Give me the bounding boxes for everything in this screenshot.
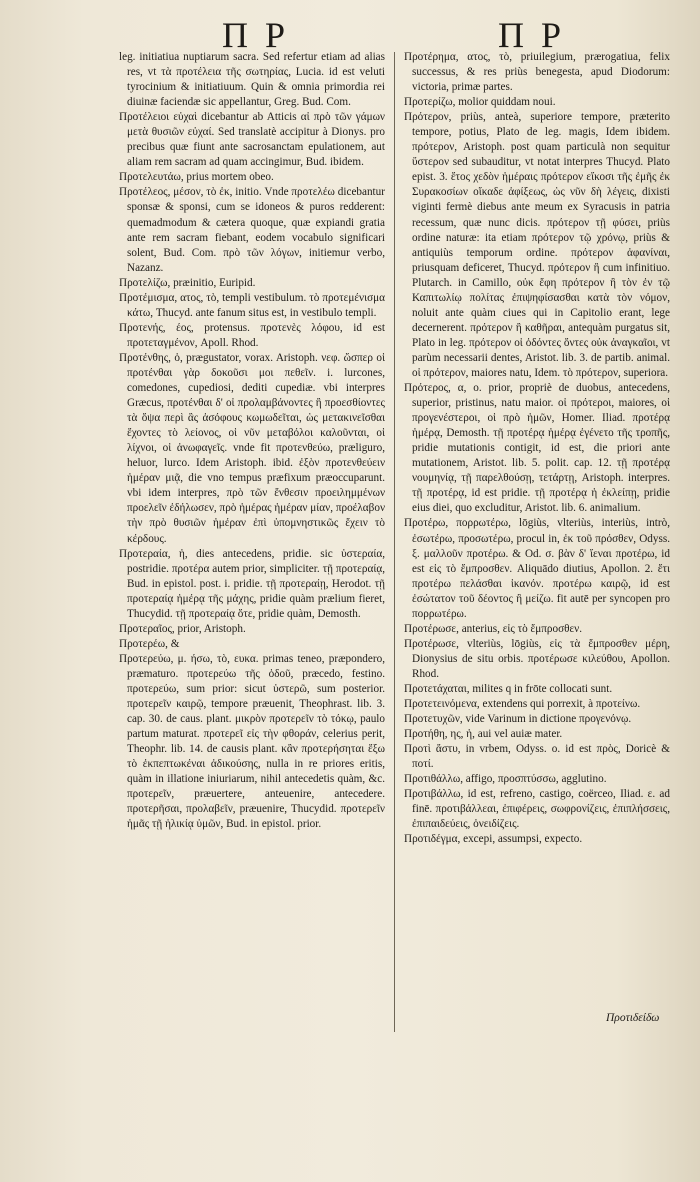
entry: Προτέρω, πορρωτέρω, lōgiùs, vlteriùs, interiùs, intrò, ἐσωτέρω, προσωτέρω, procul in, ἐκ τοῦ πρόσθεν, Odyss. ξ. μαλλοῦν προτέρω. & Od. σ. βὰν δ' ἴεναι προτέρω, id est εἰς τὸ ἔμπροσθεν. Aliquādo diutius, Apollon. 2. ἔτι προτέρω πελάσθαι ἱκανόν. προτέρω καιρῷ, id est ἐσώτατον τοῦ δέοντος ἢ μείζω. fit autē per syncopen pro πορρωτέρω. [404,517,670,620]
entry: Προτιθάλλω, affigo, προσπτύσσω, agglutino. [404,773,607,786]
entry: Προτέμισμα, ατος, τὸ, templi vestibulum. τὸ προτεμένισμα κάτω, Thucyd. ante fanum situs est, in vestibulo templi. [119,291,385,319]
entry: Προτελευτάω, prius mortem obeo. [119,171,274,184]
entry: Προτετυχῶν, vide Varinum in dictione προγενόνῳ. [404,713,632,726]
entry: Προτενής, έος, protensus. προτενὲς λόφου, id est προτεταγμένον, Apoll. Rhod. [119,321,385,349]
entry: Προτέλεος, μέσον, τὸ ἐκ, initio. Vnde προτελέω dicebantur sponsæ & sponsi, cum se idoneos & puros redderent: quemadmodum & cætera quoque, quæ expiandi gratia ante rem sacram fiebant, eodem vocabulo significari solent, Bud. Com. πρὸ τῶν λόγων, initiemur verbo, Nazanz. [119,186,385,274]
entry: Προτέλειοι εὐχαὶ dicebantur ab Atticis αἱ πρὸ τῶν γάμων μετὰ θυσιῶν εὐχαί. Sed translatè accipitur à Dionys. pro precibus quæ fiunt ante sacrosanctam epulationem, aut aliam rem sacram ad quam accingimur, Bud. ibidem. [119,111,385,169]
entry: Προτιβάλλω, id est, refreno, castigo, coërceo, Iliad. ε. ad finē. προτιβάλλεαι, ἐπιφέρεις, σωφρονίζεις, ἐπιπλήσσεις, ἐπιπαιδεύεις, ὀνειδίζεις. [404,788,670,831]
entry: Προτὶ ἄστυ, in vrbem, Odyss. o. id est πρὸς, Doricè & ποτί. [404,743,670,771]
entry: Προτέρωσε, vlteriùs, lōgiùs, εἰς τὰ ἔμπροσθεν μέρη, Dionysius de situ orbis. προτέρωσε κιλεύθου, Apollon. Rhod. [404,637,670,680]
entry: Πρότερος, α, ο. prior, propriè de duobus, antecedens, superior, pristinus, natu maior. οἱ πρότεροι, maiores, οἱ προγενέστεροι, οἱ πρὸ ἡμῶν, Homer. Iliad. προτέρᾳ ἡμέρᾳ, Demosth. τῇ προτέρᾳ ἡμέρᾳ ἐγένετο τῆς τροπῆς, pridie mutationis contigit, id est, die priori ante mutationem, Aristot. lib. 5. polit. cap. 12. τῇ προτέρᾳ νουμηνίᾳ, τῇ παρελθούσῃ, τετάρτῃ, Aristoph. interpres. τῇ προτέρᾳ, id est pridie. τῇ προτέρᾳ ἡ ἐκλείπῃ, pridie eius diei, quo excluditur, Aristot. lib. 6. animalium. [404,382,670,515]
entry: Προτεραία, ἡ, dies antecedens, pridie. sic ὑστεραία, postridie. προτέρα autem prior, simpliciter. τῇ προτεραίᾳ, Bud. in epistol. post. i. pridie. τῇ προτεραίῃ, Herodot. τῇ προτεραίᾳ ἡμέρᾳ τῆς μάχης, pridie quàm prælium fieret, Thucydid. τῇ προτεραίᾳ ὅτε, pridie quàm, Demosth. [119,547,385,620]
entry: Προτερέω, & [119,637,180,650]
entry: Προτελίζω, præinitio, Euripid. [119,276,256,289]
entry: Προτετάχαται, milites q in frōte collocati sunt. [404,682,613,695]
entry: Προτεραῖος, prior, Aristoph. [119,622,246,635]
left-column [119,50,385,832]
entry: Προτετεινόμενα, extendens qui porrexit, à προτείνω. [404,698,641,711]
entry: Προτένθης, ὁ, prægustator, vorax. Aristoph. νεφ. ὥσπερ οἱ προτένθαι γὰρ δοκοῦσι μοι πεθεῖν. i. lurcones, comedones, cupediosi, dediti cupediæ. vbi interpres Græcus, προτένθαι δ' οἱ προλαμβάνοντες ἢ προεσθίοντες τὰ ὄψα περὶ ἃς ἀσόφους κωμωδεῖται, ὡς μετακινεῖσθαι ἔχοντες τὸ λείονος, οἱ νῦν μεταβόλοι καλοῦνται, οἱ λίχνοι, οἱ ἀνωφαγεῖς. vnde fit προτενθεύω, præliguro, heluor, lurco. Idem Aristoph. ibid. ἐξὸν προτενθεύειν ἡμέραν μιᾷ, die vno tempus præfixum præoccuparunt. vbi idem interpres, πρὸ τῶν ἔνθεσιν προειλημμένων προελεῖν ἐδήλωσεν, πρὸ ἡμέρας ἡμέραν μίαν, προέλαβον τὴν πρὸ θυσιῶν ἡμέραν ἐπὶ ὑπομνηστικῶς ἔχειν τὸ κέρδους. [119,351,385,545]
entry: Προτιδέγμα, excepi, assumpsi, expecto. [404,833,583,846]
header-letters-right: Π Ρ [498,15,566,55]
entry: Προτερίζω, molior quiddam noui. [404,96,556,109]
column-divider [394,52,395,1032]
entry: Προτήθη, ης, ἡ, aui vel auiæ mater. [404,728,563,741]
entry: leg. initiatiua nuptiarum sacra. Sed refertur etiam ad alias res, vt τὰ προτέλεια τῆς σωτηρίας, Lucia. id est veluti tyrocinium & initiatiuum. Quin & omnia primordia rei diuinæ faciendæ sic appellantur, Greg. Bud. Com. [119,51,385,109]
entry: Προτέρωσε, anterius, εἰς τὸ ἔμπροσθεν. [404,622,583,635]
entry: Προτερεύω, μ. ήσω, τὸ, ευκα. primas teneo, præpondero, præmaturo. προτερεύω τῆς ὁδοῦ, præcedo, festino. προτερεύω, sum prior: sicut ὑστερῶ, sum posterior. προτερεῖν καιρῷ, tempore præuenit, Theophrast. lib. 3. cap. 30. de caus. plant. μικρὸν προτερεῖν τὸ τόκῳ, paulo partum maturat. προτερεῖ εἰς τὴν φθοράν, celerius perit, Theophr. lib. 14. de causis plant. κἂν προτερήσηται ἕξω τὸ ἐκπεπτωκέναι ἀδικούσης, nulla in re priores eritis, quàm in illatione iniuriarum, nihil antecedetis quàm, &c. προτερεῖν, præuertere, anteuenire, antecedere. προτερῆσαι, προλαβεῖν, præuenire, Thucydid. προτερεῖν ἡμᾶς τῇ ἡλικίᾳ ὑμῶν, Bud. in epistol. prior. [119,652,385,831]
entry: Πρότερον, priùs, anteà, superiore tempore, præterito tempore, potius, Plato de leg. magis, Idem ibidem. πρότερον, Aristoph. post quam particulà non sequitur ὕστερον sed subauditur, vt notat interpres Thucyd. Plato epist. 3. ἔτος χεδὸν ἡμέραις πρότερον εἴκοσι τῆς ἐμῆς ἐκ Συρακοσίων οἴκαδε ἀφίξεως, ὡς νῦν δὴ λέγεις, dixisti viginti fermè diebus ante meum ex Syracusis in patria recessum, quæ nunc dicis. πρότερον τῇ φύσει, priùs ordine naturæ: ita etiam πρότερον τῷ χρόνῳ, priùs & antiquiùs temporum ordine. πρότερον ἀφανίναι, priusquam deficeret, Thucyd. πρότερον ἢ cum infinitiuo. Plutarch. in Camillo, οὐκ ἔφη πρότερον ἢ τὸν ἐν τῷ Καπιτωλίῳ πολίτας ἐπιψηφίσασθαι κατὰ τὸν νόμον, noluit ante quàm ciues qui in Capitolio erant, lege decernerent. πρότερον ἢ καθῆραι, antequàm purgatus sit, Plato in leg. πρότερον οἱ ὀδόντες ὄντες οὐκ ἀναγκαῖοι, vt parùm necessarii dentes, Aristot. lib. 3. de partib. animal. οἱ πρότερον, maiores natu, Idem. τὸ πρότερον, superiora. [404,111,670,379]
entry: Προτέρημα, ατος, τὸ, priuilegium, prærogatiua, felix successus, & res priùs benegesta, apud Diodorum: victoria, primæ partes. [404,51,670,94]
header-letters-left: Π Ρ [222,15,290,55]
right-column [404,50,670,847]
catchword: Προτιδείδω [606,1012,660,1024]
